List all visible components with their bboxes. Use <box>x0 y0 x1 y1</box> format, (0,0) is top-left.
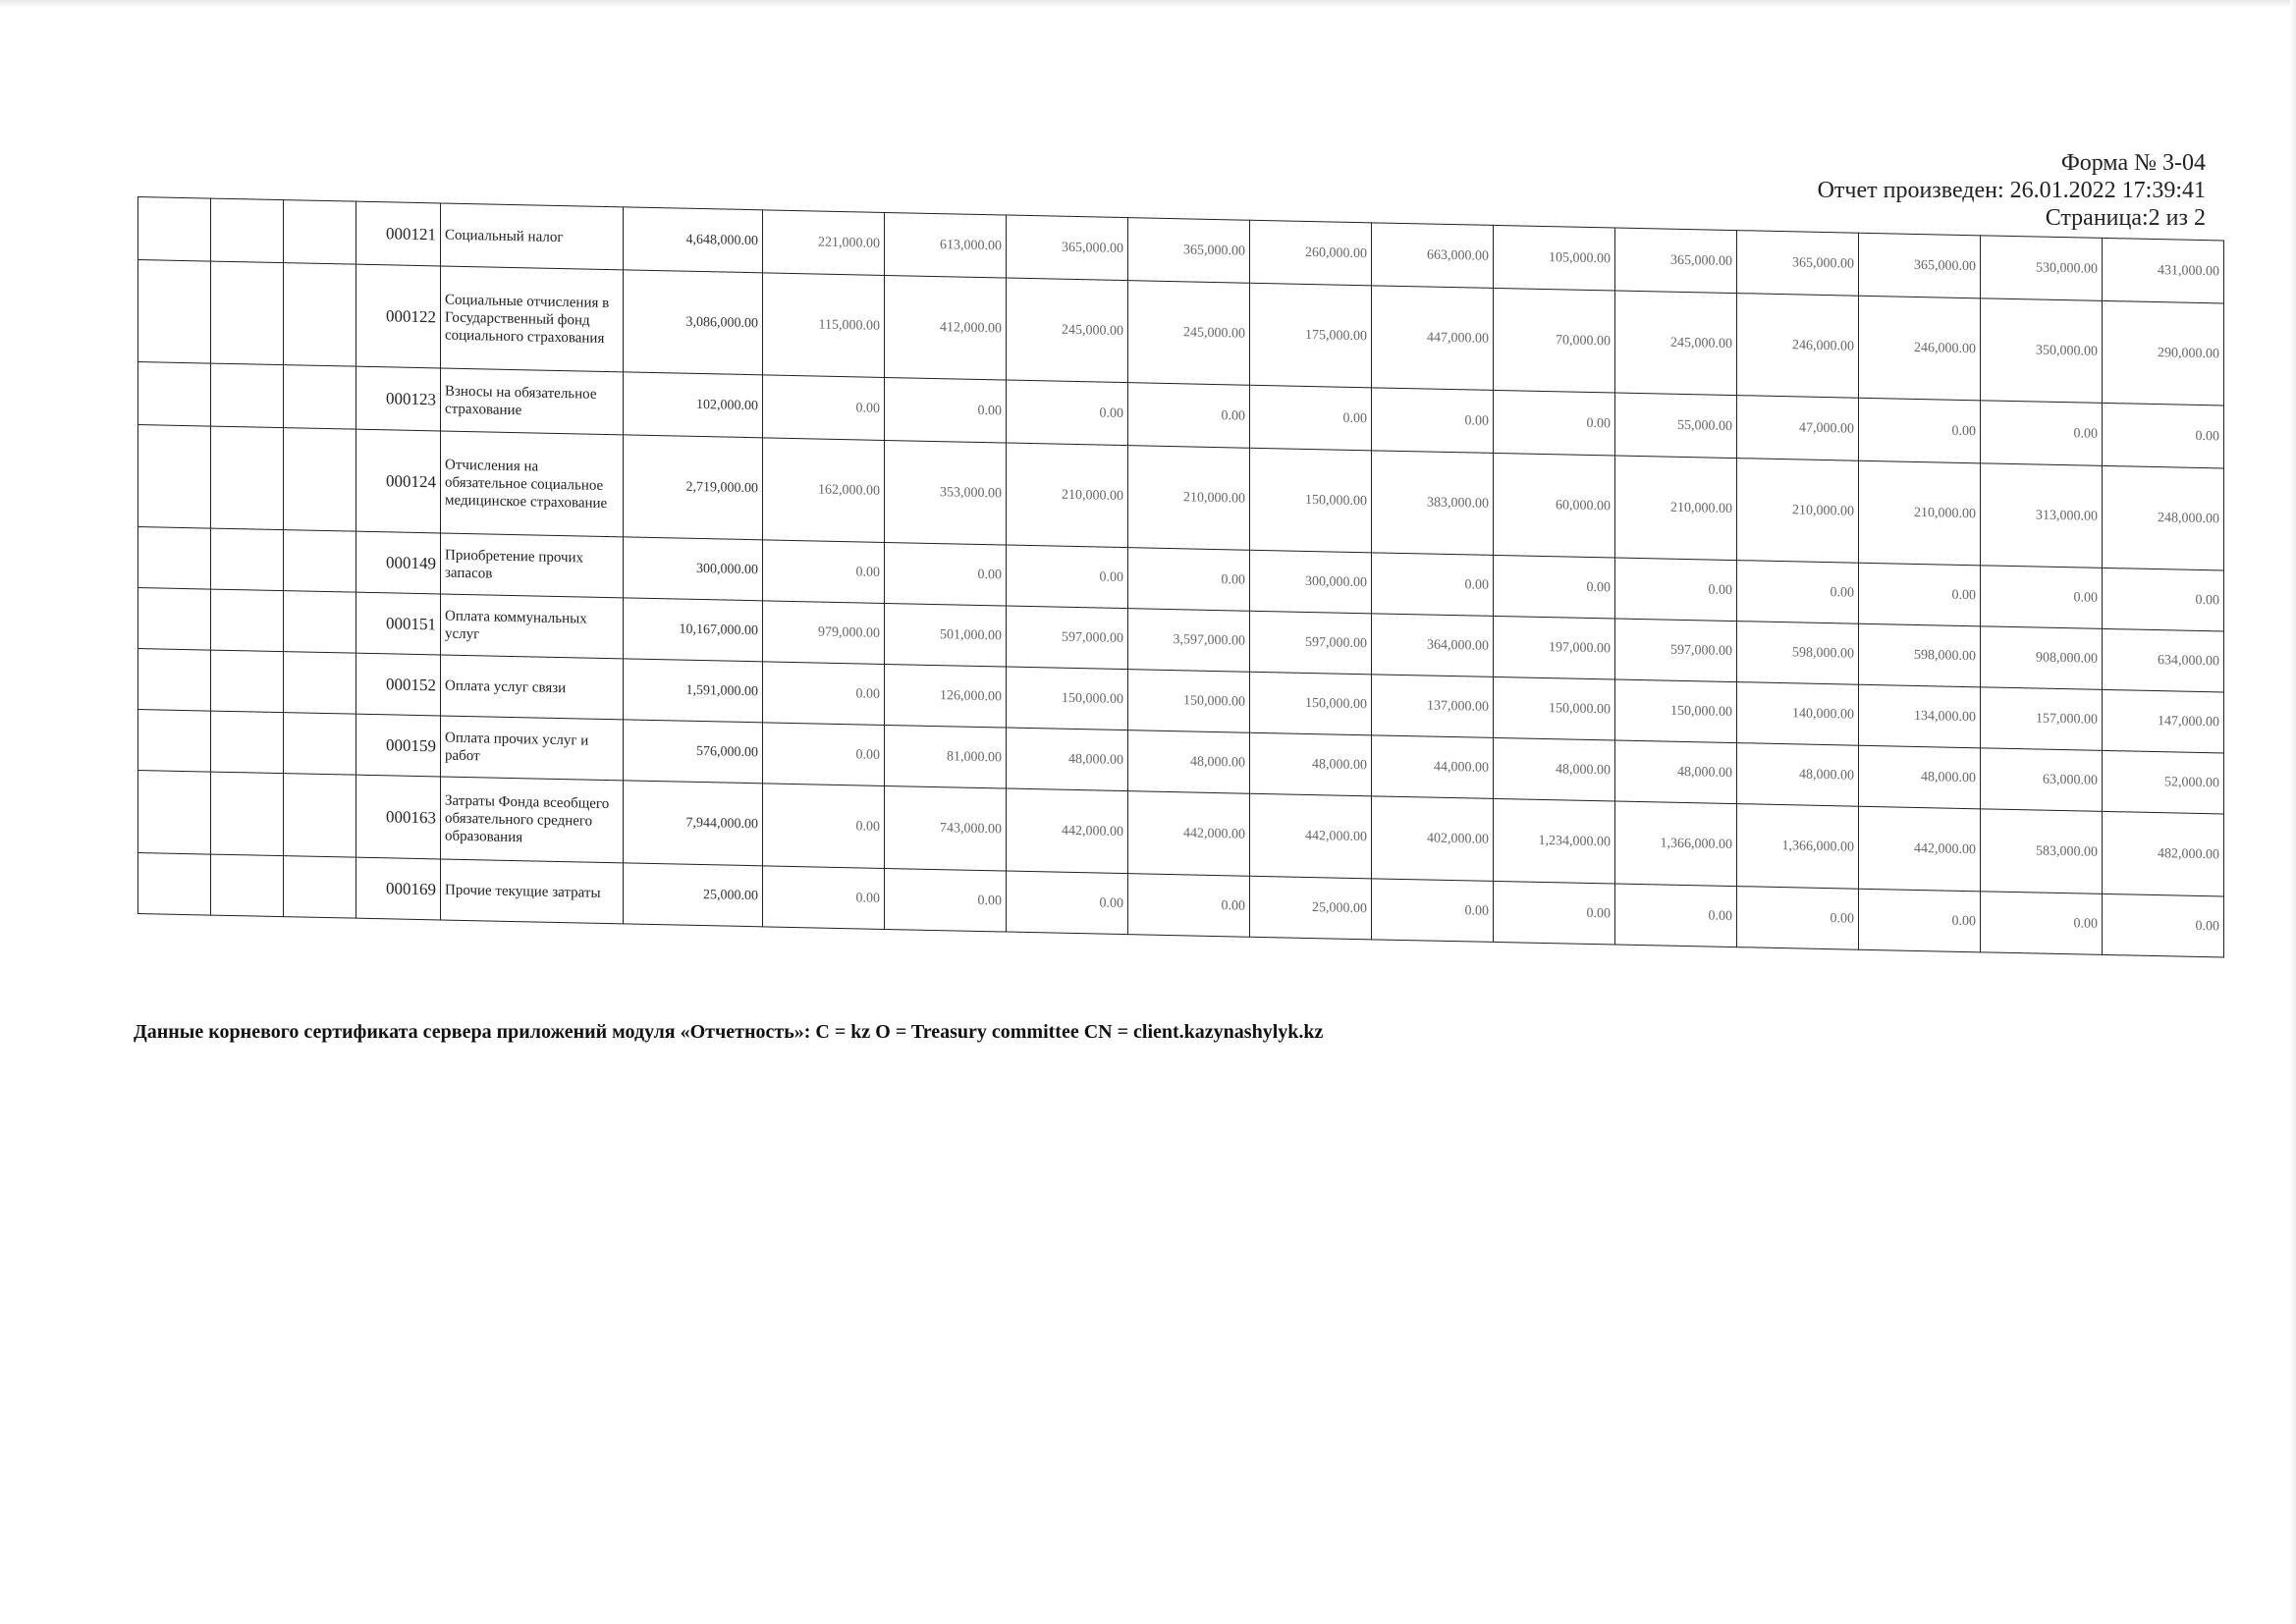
value-cell: 0.00 <box>1007 871 1128 935</box>
blank-cell <box>211 711 284 774</box>
value-cell: 248,000.00 <box>2103 465 2224 570</box>
value-cell: 442,000.00 <box>1250 793 1372 879</box>
blank-cell <box>138 425 211 529</box>
value-cell: 137,000.00 <box>1372 675 1494 738</box>
value-cell: 0.00 <box>1494 390 1615 456</box>
value-cell: 0.00 <box>763 723 885 786</box>
value-cell: 0.00 <box>1737 561 1859 624</box>
value-cell: 210,000.00 <box>1615 456 1737 561</box>
value-cell: 150,000.00 <box>1007 667 1128 731</box>
value-cell: 350,000.00 <box>1981 298 2103 404</box>
value-cell: 908,000.00 <box>1981 626 2103 690</box>
scan-top-edge <box>0 0 2296 8</box>
value-cell: 0.00 <box>2103 568 2224 631</box>
row-code: 000152 <box>356 653 441 716</box>
value-cell: 48,000.00 <box>1859 745 1981 809</box>
value-cell: 365,000.00 <box>1737 231 1859 297</box>
value-cell: 7,944,000.00 <box>624 781 763 866</box>
value-cell: 210,000.00 <box>1128 446 1250 551</box>
value-cell: 597,000.00 <box>1615 619 1737 682</box>
value-cell: 245,000.00 <box>1128 281 1250 386</box>
value-cell: 126,000.00 <box>885 664 1007 728</box>
value-cell: 447,000.00 <box>1372 286 1494 391</box>
blank-cell <box>211 589 284 652</box>
value-cell: 364,000.00 <box>1372 614 1494 677</box>
scan-right-edge <box>2290 0 2296 1624</box>
blank-cell <box>138 527 211 590</box>
report-timestamp: Отчет произведен: 26.01.2022 17:39:41 <box>1817 178 2206 203</box>
value-cell: 365,000.00 <box>1859 233 1981 298</box>
value-cell: 313,000.00 <box>1981 463 2103 568</box>
blank-cell <box>284 263 356 367</box>
value-cell: 150,000.00 <box>1615 679 1737 743</box>
value-cell: 150,000.00 <box>1128 670 1250 733</box>
value-cell: 412,000.00 <box>885 275 1007 380</box>
value-cell: 3,597,000.00 <box>1128 609 1250 673</box>
value-cell: 290,000.00 <box>2103 300 2224 406</box>
blank-cell <box>284 591 356 654</box>
row-name: Оплата услуг связи <box>441 655 624 720</box>
value-cell: 4,648,000.00 <box>624 207 763 273</box>
blank-cell <box>211 426 284 530</box>
value-cell: 576,000.00 <box>624 720 763 784</box>
value-cell: 63,000.00 <box>1981 748 2103 812</box>
value-cell: 260,000.00 <box>1250 220 1372 286</box>
value-cell: 48,000.00 <box>1494 737 1615 801</box>
value-cell: 1,366,000.00 <box>1615 801 1737 887</box>
value-cell: 0.00 <box>763 540 885 604</box>
blank-cell <box>284 774 356 858</box>
value-cell: 221,000.00 <box>763 210 885 276</box>
value-cell: 246,000.00 <box>1859 296 1981 401</box>
row-name: Прочие текущие затраты <box>441 859 624 924</box>
blank-cell <box>138 649 211 712</box>
report-header <box>1818 149 2206 232</box>
value-cell: 25,000.00 <box>624 863 763 927</box>
value-cell: 25,000.00 <box>1250 876 1372 940</box>
row-name: Оплата коммунальных услуг <box>441 594 624 659</box>
value-cell: 1,234,000.00 <box>1494 798 1615 884</box>
value-cell: 0.00 <box>1007 380 1128 446</box>
value-cell: 0.00 <box>1737 887 1859 950</box>
report-table <box>137 196 2224 958</box>
value-cell: 147,000.00 <box>2103 689 2224 753</box>
value-cell: 0.00 <box>1372 553 1494 617</box>
value-cell: 365,000.00 <box>1128 218 1250 284</box>
value-cell: 979,000.00 <box>763 601 885 665</box>
value-cell: 0.00 <box>1372 879 1494 943</box>
value-cell: 482,000.00 <box>2103 811 2224 896</box>
value-cell: 48,000.00 <box>1128 731 1250 794</box>
value-cell: 1,591,000.00 <box>624 659 763 723</box>
value-cell: 0.00 <box>2103 893 2224 957</box>
value-cell: 2,719,000.00 <box>624 435 763 540</box>
value-cell: 365,000.00 <box>1615 228 1737 294</box>
row-name: Оплата прочих услуг и работ <box>441 716 624 781</box>
value-cell: 0.00 <box>1981 566 2103 629</box>
value-cell: 598,000.00 <box>1737 622 1859 685</box>
value-cell: 663,000.00 <box>1372 223 1494 289</box>
value-cell: 597,000.00 <box>1250 611 1372 675</box>
value-cell: 150,000.00 <box>1250 672 1372 735</box>
value-cell: 0.00 <box>1859 398 1981 463</box>
value-cell: 0.00 <box>1615 558 1737 622</box>
blank-cell <box>284 365 356 430</box>
row-code: 000159 <box>356 714 441 777</box>
blank-cell <box>284 713 356 776</box>
report-table-wrapper <box>137 196 2219 957</box>
value-cell: 81,000.00 <box>885 725 1007 788</box>
blank-cell <box>138 362 211 427</box>
value-cell: 0.00 <box>763 784 885 869</box>
value-cell: 0.00 <box>1128 874 1250 938</box>
form-number: Форма № 3-04 <box>2060 150 2206 176</box>
value-cell: 0.00 <box>1372 388 1494 454</box>
row-code: 000123 <box>356 366 441 431</box>
value-cell: 44,000.00 <box>1372 735 1494 799</box>
value-cell: 383,000.00 <box>1372 451 1494 556</box>
blank-cell <box>284 652 356 715</box>
row-name: Приобретение прочих запасов <box>441 533 624 598</box>
value-cell: 0.00 <box>2103 403 2224 468</box>
value-cell: 3,086,000.00 <box>624 270 763 375</box>
row-name: Социальные отчисления в Государственный фонд социального страхования <box>441 266 624 372</box>
value-cell: 0.00 <box>1981 892 2103 955</box>
value-cell: 0.00 <box>885 868 1007 932</box>
blank-cell <box>138 853 211 916</box>
certificate-note: Данные корневого сертификата сервера приложений модуля «Отчетность»: C = kz O = Treasury committee CN = client.kazynashylyk.kz <box>134 1021 1324 1043</box>
value-cell: 743,000.00 <box>885 785 1007 871</box>
value-cell: 0.00 <box>885 377 1007 443</box>
value-cell: 150,000.00 <box>1494 677 1615 740</box>
row-code: 000124 <box>356 429 441 533</box>
value-cell: 0.00 <box>763 866 885 930</box>
value-cell: 175,000.00 <box>1250 283 1372 388</box>
value-cell: 245,000.00 <box>1007 278 1128 383</box>
value-cell: 402,000.00 <box>1372 796 1494 882</box>
value-cell: 501,000.00 <box>885 603 1007 667</box>
value-cell: 583,000.00 <box>1981 809 2103 894</box>
value-cell: 597,000.00 <box>1007 606 1128 670</box>
row-code: 000149 <box>356 531 441 594</box>
blank-cell <box>138 710 211 773</box>
value-cell: 0.00 <box>1494 555 1615 619</box>
value-cell: 55,000.00 <box>1615 393 1737 459</box>
value-cell: 102,000.00 <box>624 372 763 438</box>
value-cell: 60,000.00 <box>1494 453 1615 558</box>
value-cell: 0.00 <box>1494 881 1615 945</box>
value-cell: 0.00 <box>763 662 885 726</box>
row-code: 000151 <box>356 592 441 655</box>
value-cell: 1,366,000.00 <box>1737 804 1859 890</box>
blank-cell <box>211 363 284 428</box>
value-cell: 246,000.00 <box>1737 294 1859 399</box>
value-cell: 0.00 <box>1007 545 1128 609</box>
value-cell: 0.00 <box>1859 889 1981 952</box>
value-cell: 48,000.00 <box>1007 728 1128 791</box>
value-cell: 353,000.00 <box>885 440 1007 545</box>
value-cell: 442,000.00 <box>1859 806 1981 892</box>
blank-cell <box>211 261 284 365</box>
value-cell: 0.00 <box>763 375 885 441</box>
value-cell: 0.00 <box>1250 385 1372 451</box>
value-cell: 598,000.00 <box>1859 623 1981 687</box>
value-cell: 442,000.00 <box>1128 791 1250 877</box>
row-name: Затраты Фонда всеобщего обязательного среднего образования <box>441 777 624 863</box>
row-name: Отчисления на обязательное социальное медицинское страхование <box>441 431 624 537</box>
value-cell: 634,000.00 <box>2103 628 2224 692</box>
value-cell: 157,000.00 <box>1981 687 2103 751</box>
page-indicator: Страница:2 из 2 <box>2045 205 2206 231</box>
value-cell: 0.00 <box>1615 884 1737 947</box>
row-code: 000121 <box>356 201 441 266</box>
blank-cell <box>138 197 211 262</box>
blank-cell <box>138 588 211 651</box>
value-cell: 300,000.00 <box>624 537 763 601</box>
row-code: 000163 <box>356 775 441 859</box>
value-cell: 0.00 <box>885 542 1007 606</box>
value-cell: 70,000.00 <box>1494 288 1615 393</box>
value-cell: 613,000.00 <box>885 212 1007 278</box>
blank-cell <box>284 200 356 265</box>
value-cell: 48,000.00 <box>1615 740 1737 804</box>
value-cell: 210,000.00 <box>1859 460 1981 566</box>
blank-cell <box>211 772 284 856</box>
blank-cell <box>138 260 211 364</box>
value-cell: 47,000.00 <box>1737 396 1859 461</box>
value-cell: 140,000.00 <box>1737 682 1859 746</box>
blank-cell <box>284 428 356 532</box>
value-cell: 162,000.00 <box>763 438 885 543</box>
value-cell: 197,000.00 <box>1494 616 1615 679</box>
value-cell: 431,000.00 <box>2103 238 2224 303</box>
row-name: Социальный налог <box>441 203 624 270</box>
blank-cell <box>211 198 284 263</box>
value-cell: 52,000.00 <box>2103 750 2224 814</box>
value-cell: 105,000.00 <box>1494 225 1615 291</box>
blank-cell <box>211 854 284 917</box>
value-cell: 48,000.00 <box>1250 732 1372 796</box>
row-code: 000122 <box>356 264 441 368</box>
value-cell: 0.00 <box>1128 383 1250 449</box>
row-name: Взносы на обязательное страхование <box>441 368 624 435</box>
value-cell: 300,000.00 <box>1250 550 1372 614</box>
blank-cell <box>284 856 356 919</box>
value-cell: 48,000.00 <box>1737 743 1859 807</box>
value-cell: 0.00 <box>1859 563 1981 626</box>
value-cell: 150,000.00 <box>1250 448 1372 553</box>
value-cell: 365,000.00 <box>1007 215 1128 281</box>
row-code: 000169 <box>356 857 441 920</box>
value-cell: 442,000.00 <box>1007 788 1128 874</box>
value-cell: 0.00 <box>1981 401 2103 466</box>
blank-cell <box>211 528 284 591</box>
value-cell: 134,000.00 <box>1859 684 1981 748</box>
value-cell: 10,167,000.00 <box>624 598 763 662</box>
value-cell: 210,000.00 <box>1007 443 1128 548</box>
value-cell: 210,000.00 <box>1737 459 1859 564</box>
blank-cell <box>211 650 284 713</box>
value-cell: 530,000.00 <box>1981 236 2103 301</box>
blank-cell <box>138 771 211 855</box>
blank-cell <box>284 530 356 593</box>
value-cell: 115,000.00 <box>763 273 885 378</box>
value-cell: 0.00 <box>1128 548 1250 612</box>
value-cell: 245,000.00 <box>1615 291 1737 396</box>
